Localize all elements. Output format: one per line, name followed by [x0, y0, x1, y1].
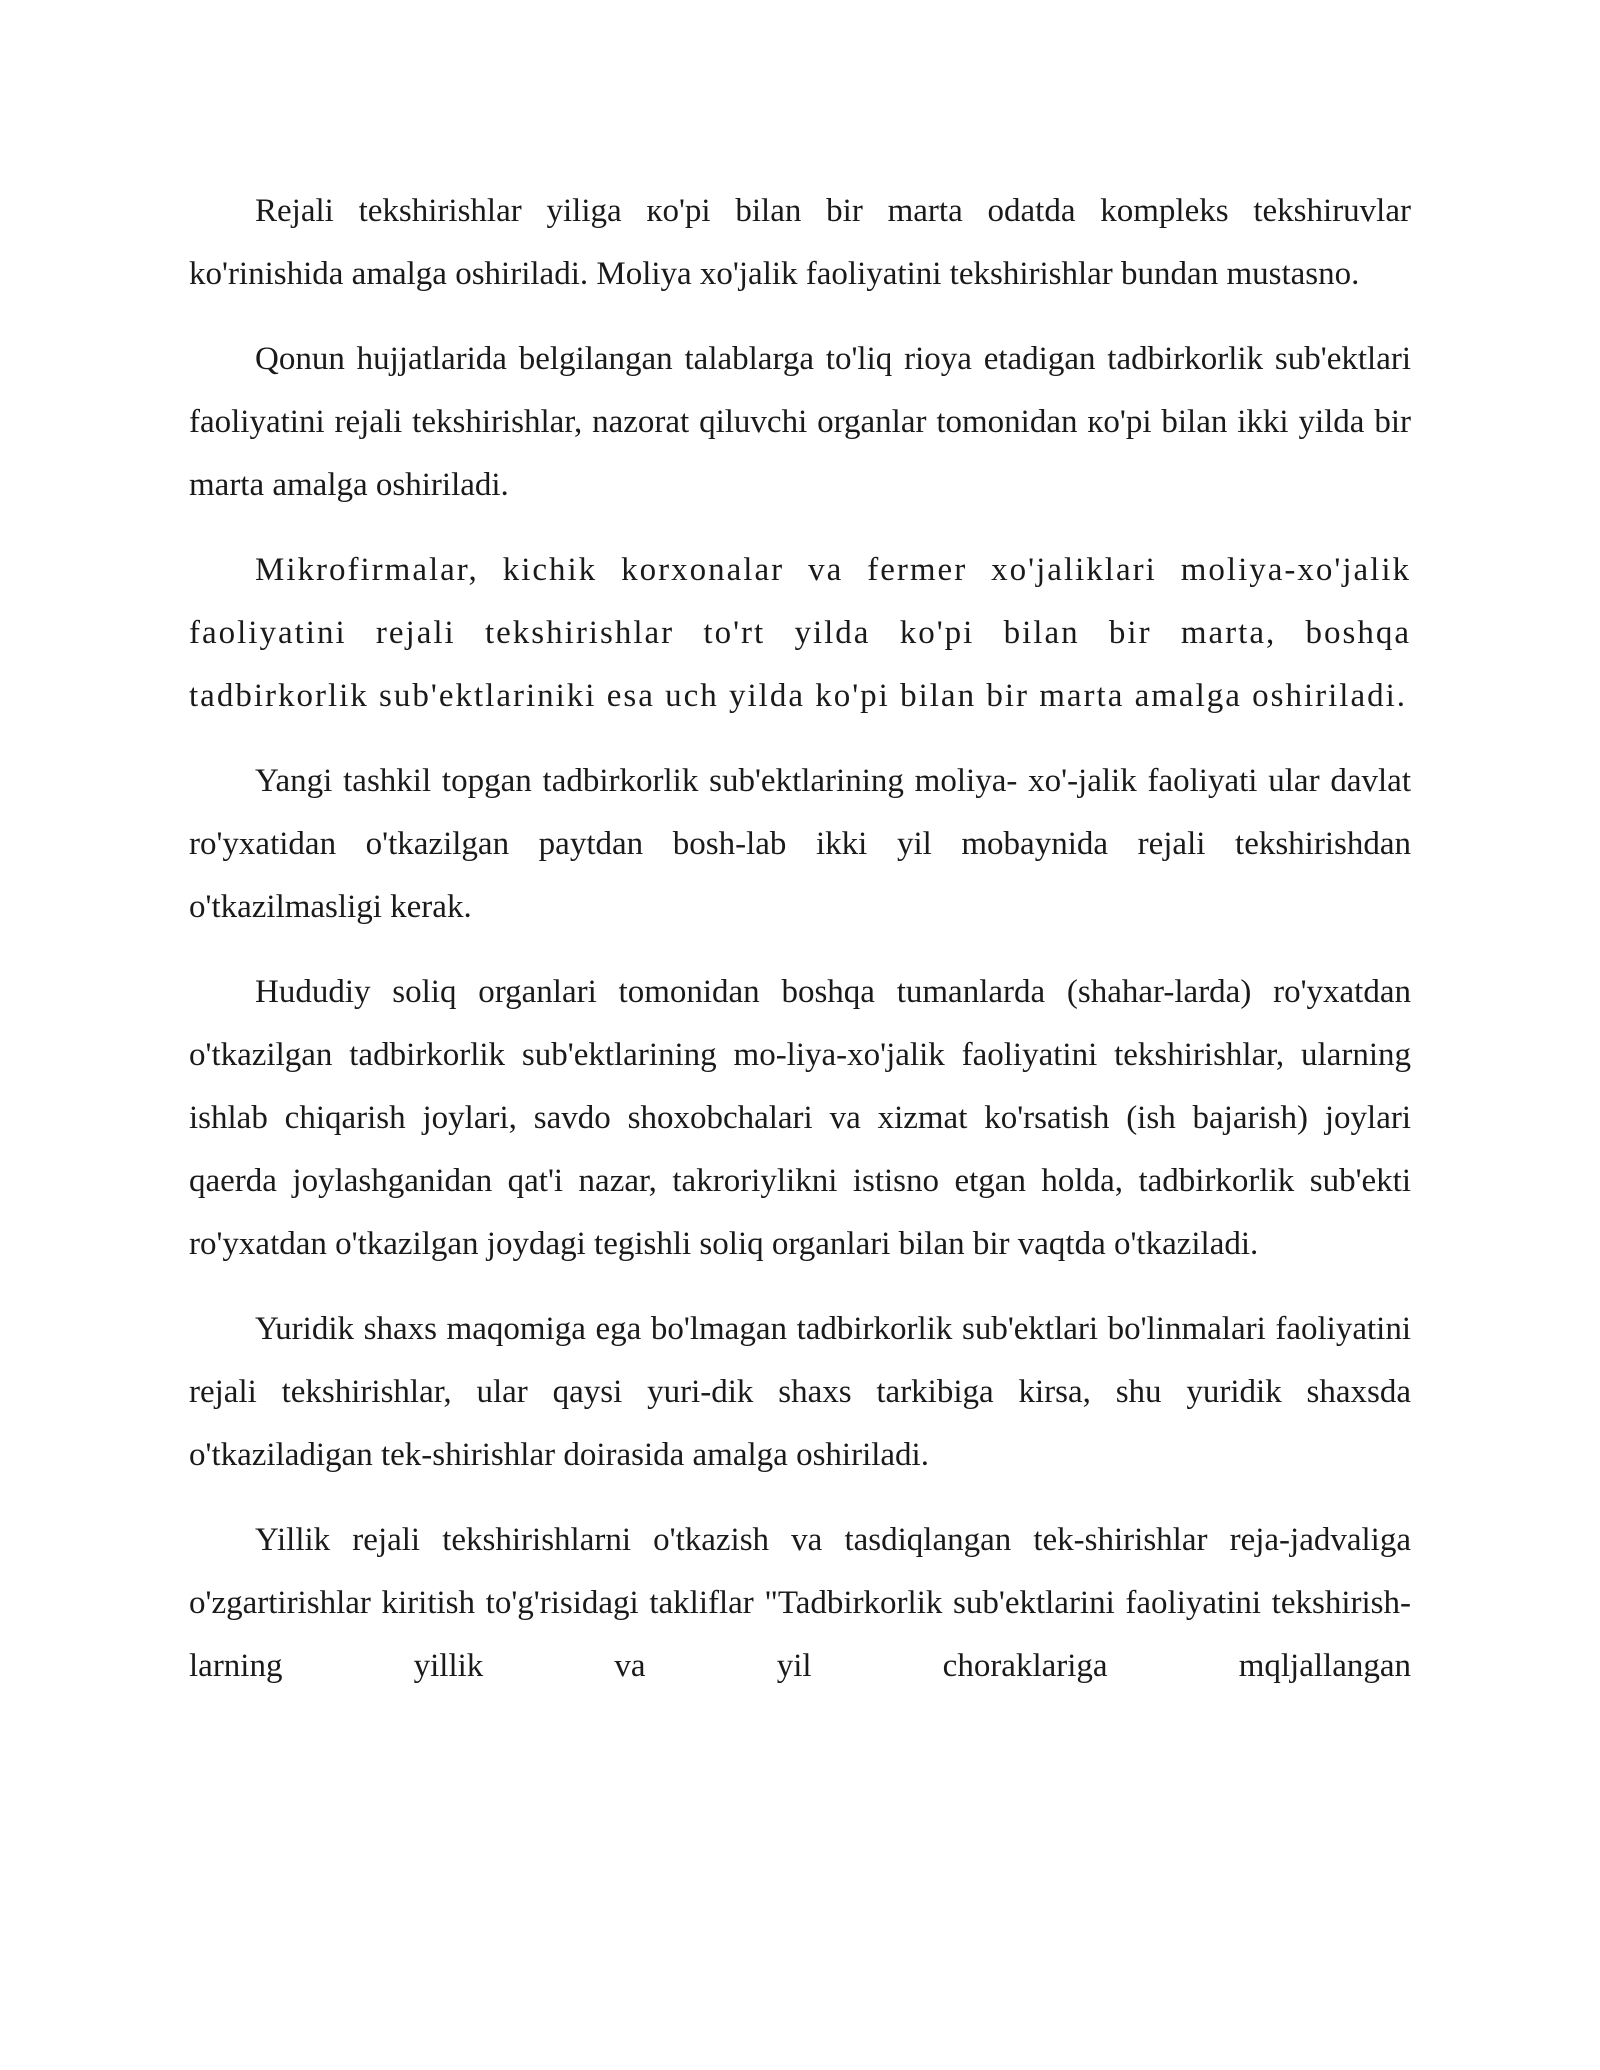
paragraph-7: Yillik rejali tekshirishlarni o'tkazish va tasdiqlangan tek-shirishlar reja-jadvaliga o'zgartirishlar kiritish to'g'risidagi takliflar "Tadbirkorlik sub'ektlarini faoliyatini tekshirish-larning yillik va yil choraklariga mqljallangan [189, 1522, 1411, 1684]
paragraph-2: Qonun hujjatlarida belgilangan talablarga to'liq rioya etadigan tadbirkorlik sub'ektlari faoliyatini rejali tekshirishlar, nazorat qiluvchi organlar tomonidan кo'pi bilan ikki yilda bir marta amalga oshiriladi. [189, 341, 1411, 503]
paragraph-3: Mikrofirmalar, kichik korxonalar va fermer xo'jaliklari moliya-xo'jalik faoliyatini rejali tekshirishlar to'rt yilda ko'pi bilan bir marta, boshqa tadbirkorlik sub'ektlariniki esa uch yilda ko'pi bilan bir marta amalga oshiriladi. [189, 552, 1411, 714]
document-body [189, 180, 1411, 1698]
paragraph-1: Rejali tekshirishlar yiliga кo'pi bilan bir marta odatda kompleks tekshiruvlar ko'rinishida amalga oshiriladi. Moliya xo'jalik faoliyatini tekshirishlar bundan mustasno. [189, 193, 1411, 292]
paragraph-5: Hududiy soliq organlari tomonidan boshqa tumanlarda (shahar-larda) ro'yxatdan o'tkazilgan tadbirkorlik sub'ektlarining mo-liya-xo'jalik faoliyatini tekshirishlar, ularning ishlab chiqarish joylari, savdo shoxobchalari va xizmat ko'rsatish (ish bajarish) joylari qaerda joylashganidan qat'i nazar, takroriylikni istisno etgan holda, tadbirkorlik sub'ekti ro'yxatdan o'tkazilgan joydagi tegishli soliq organlari bilan bir vaqtda o'tkaziladi. [189, 974, 1411, 1262]
paragraph-6: Yuridik shaxs maqomiga ega bo'lmagan tadbirkorlik sub'ektlari bo'linmalari faoliyatini rejali tekshirishlar, ular qaysi yuri-dik shaxs tarkibiga kirsa, shu yuridik shaxsda o'tkaziladigan tek-shirishlar doirasida amalga oshiriladi. [189, 1311, 1411, 1473]
paragraph-4: Yangi tashkil topgan tadbirkorlik sub'ektlarining moliya- xo'-jalik faoliyati ular davlat ro'yxatidan o'tkazilgan paytdan bosh-lab ikki yil mobaynida rejali tekshirishdan o'tkazilmasligi kerak. [189, 763, 1411, 925]
